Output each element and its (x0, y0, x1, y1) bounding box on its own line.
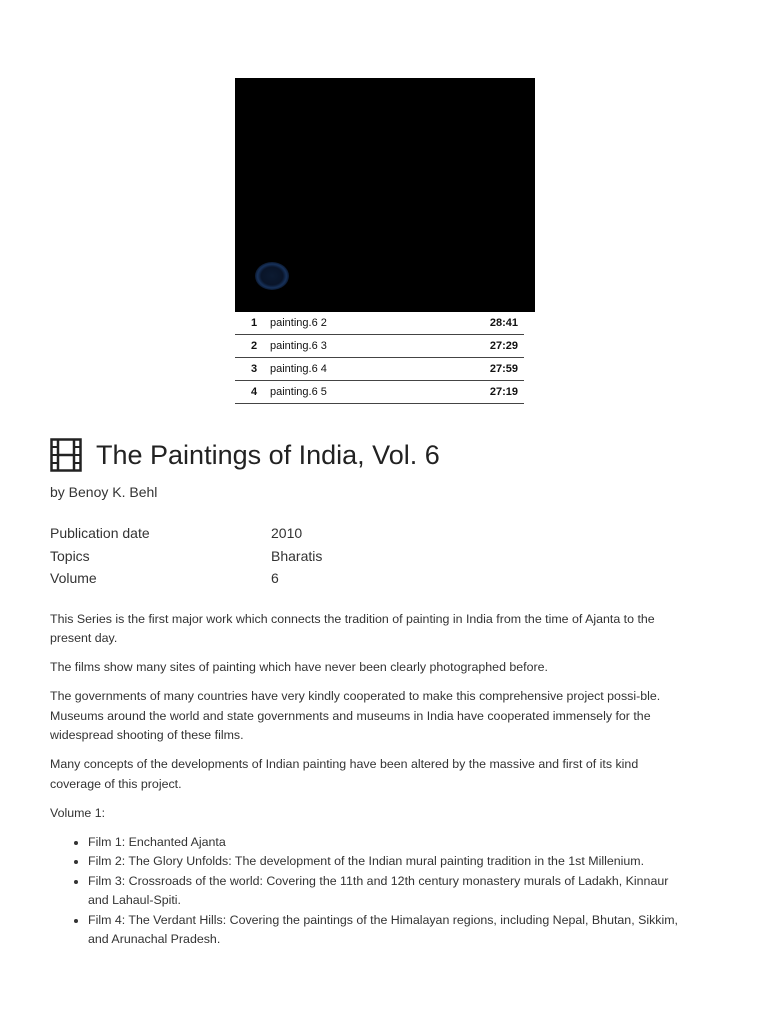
playlist-item-number: 2 (251, 340, 258, 352)
metadata-value[interactable]: Bharatis (271, 547, 323, 564)
playlist-item-duration: 27:29 (489, 340, 518, 352)
playlist-item[interactable] (235, 358, 524, 381)
playlist-item-title: painting.6 5 (270, 386, 327, 398)
metadata-row (50, 522, 690, 545)
metadata-value: 2010 (271, 525, 303, 542)
description-paragraph: This Series is the first major work which connects the tradition of painting in India from the time of Ajanta to the present day. (50, 611, 655, 645)
description-paragraph: Many concepts of the developments of Indian painting have been altered by the massive and first of its kind coverage of this project. (50, 757, 639, 791)
list-item: • Film 1: Enchanted Ajanta (88, 833, 690, 853)
metadata-label: Topics (50, 547, 90, 564)
metadata-value: 6 (271, 570, 279, 587)
film-list (50, 833, 690, 950)
playlist-item-title: painting.6 3 (270, 340, 327, 352)
metadata-label: Publication date (50, 525, 150, 542)
page-title: The Paintings of India, Vol. 6 (96, 439, 440, 470)
list-item: • Film 2: The Glory Unfolds: The development of the Indian mural painting tradition in the 1st Millenium. (88, 852, 690, 872)
film-icon (50, 438, 82, 472)
playlist-item-title: painting.6 2 (270, 317, 327, 329)
playlist-item-number: 3 (251, 363, 258, 375)
metadata-table (50, 522, 690, 590)
playlist-item-duration: 27:59 (489, 363, 518, 375)
description-paragraph: The governments of many countries have very kindly cooperated to make this comprehensive project possi-ble. Museums around the world and state governments and museums in India have cooperated immensely for the widespread shooting of these films. (50, 689, 661, 742)
playlist-item-duration: 28:41 (489, 317, 518, 329)
playlist-item-duration: 27:19 (489, 386, 518, 398)
video-player[interactable] (235, 78, 535, 312)
description-paragraph: Volume 1: (50, 805, 106, 820)
playlist-item-title: painting.6 4 (270, 363, 327, 375)
list-item: • Film 3: Crossroads of the world: Covering the 11th and 12th century monastery murals of Ladakh, Kinnaur and Lahaul-Spiti. (88, 872, 690, 911)
playlist-item-number: 1 (251, 317, 258, 329)
playlist-item[interactable] (235, 312, 524, 335)
player-watermark-icon (255, 262, 289, 290)
playlist-item[interactable] (235, 335, 524, 358)
description-paragraph: The films show many sites of painting which have never been clearly photographed before. (50, 660, 548, 674)
description (50, 610, 690, 950)
metadata-row (50, 545, 690, 568)
metadata-label: Volume (50, 570, 97, 587)
byline: by Benoy K. Behl (50, 484, 158, 500)
title-row (50, 436, 690, 474)
playlist (235, 312, 524, 404)
list-item: • Film 4: The Verdant Hills: Covering the paintings of the Himalayan regions, including Nepal, Bhutan, Sikkim, and Arunachal Pradesh. (88, 911, 690, 950)
playlist-item[interactable] (235, 381, 524, 404)
metadata-row (50, 567, 690, 590)
item-details (50, 436, 690, 950)
playlist-item-number: 4 (251, 386, 258, 398)
